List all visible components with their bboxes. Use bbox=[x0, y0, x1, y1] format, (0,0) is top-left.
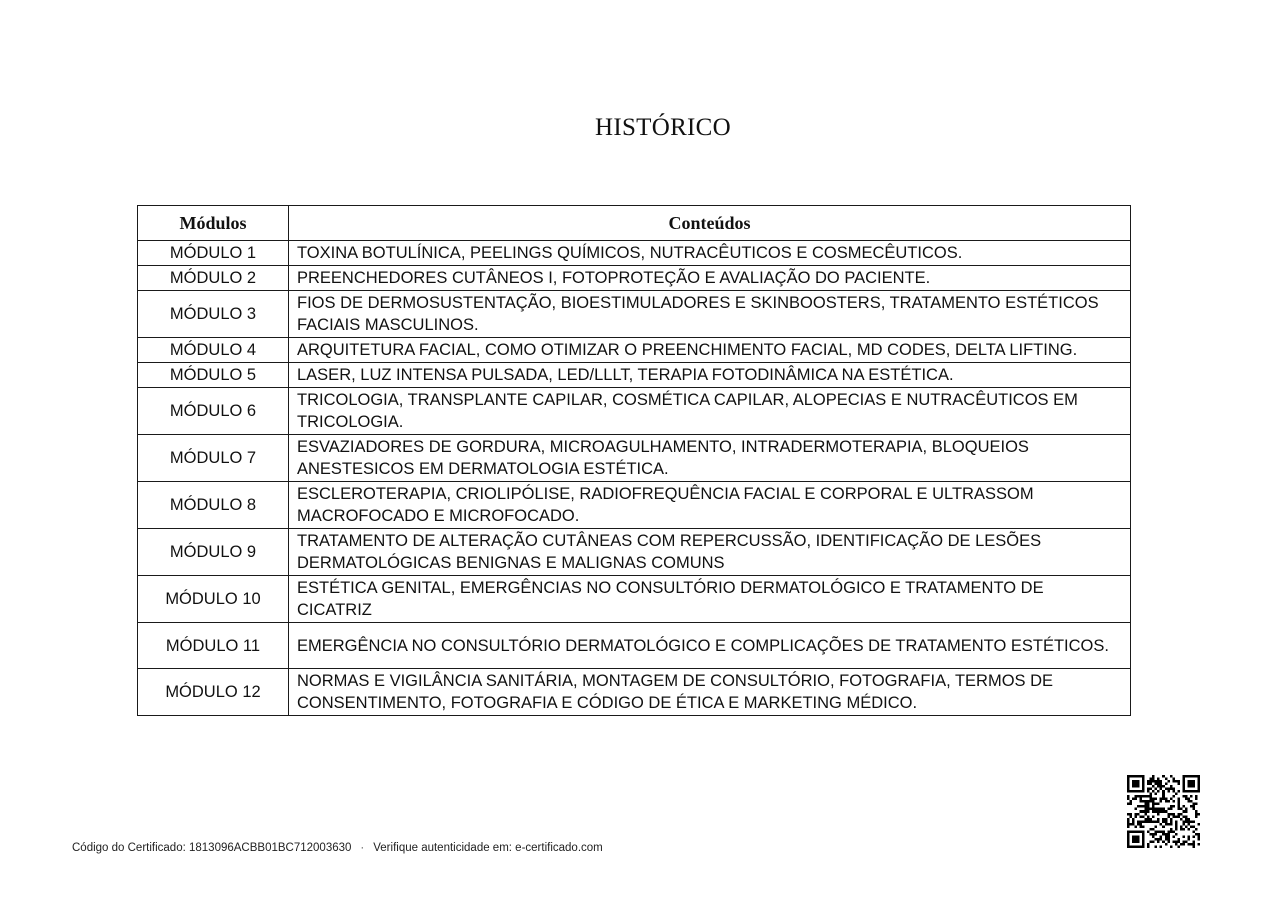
content-cell: TRICOLOGIA, TRANSPLANTE CAPILAR, COSMÉTICA CAPILAR, ALOPECIAS E NUTRACÊUTICOS EM TRICOLOGIA. bbox=[289, 388, 1131, 435]
content-cell: ESVAZIADORES DE GORDURA, MICROAGULHAMENTO, INTRADERMOTERAPIA, BLOQUEIOS ANESTESICOS EM DERMATOLOGIA ESTÉTICA. bbox=[289, 435, 1131, 482]
footer-separator: · bbox=[360, 842, 365, 854]
module-cell: MÓDULO 1 bbox=[138, 241, 289, 266]
module-cell: MÓDULO 5 bbox=[138, 363, 289, 388]
table-header-row bbox=[138, 206, 1131, 241]
table-row bbox=[138, 669, 1131, 716]
content-cell: TOXINA BOTULÍNICA, PEELINGS QUÍMICOS, NUTRACÊUTICOS E COSMECÊUTICOS. bbox=[289, 241, 1131, 266]
module-cell: MÓDULO 7 bbox=[138, 435, 289, 482]
content-cell: FIOS DE DERMOSUSTENTAÇÃO, BIOESTIMULADORES E SKINBOOSTERS, TRATAMENTO ESTÉTICOS FACIAIS MASCULINOS. bbox=[289, 291, 1131, 338]
header-contents: Conteúdos bbox=[289, 206, 1131, 241]
module-cell: MÓDULO 9 bbox=[138, 529, 289, 576]
certificate-code: Código do Certificado: 1813096ACBB01BC712003630 bbox=[72, 842, 352, 854]
module-cell: MÓDULO 4 bbox=[138, 338, 289, 363]
content-cell: NORMAS E VIGILÂNCIA SANITÁRIA, MONTAGEM DE CONSULTÓRIO, FOTOGRAFIA, TERMOS DE CONSENTIMENTO, FOTOGRAFIA E CÓDIGO DE ÉTICA E MARKETING MÉDICO. bbox=[289, 669, 1131, 716]
module-cell: MÓDULO 6 bbox=[138, 388, 289, 435]
table-row bbox=[138, 623, 1131, 669]
content-cell: LASER, LUZ INTENSA PULSADA, LED/LLLT, TERAPIA FOTODINÂMICA NA ESTÉTICA. bbox=[289, 363, 1131, 388]
table-row bbox=[138, 388, 1131, 435]
table-row bbox=[138, 576, 1131, 623]
content-cell: PREENCHEDORES CUTÂNEOS I, FOTOPROTEÇÃO E AVALIAÇÃO DO PACIENTE. bbox=[289, 266, 1131, 291]
table-row bbox=[138, 291, 1131, 338]
table-row bbox=[138, 241, 1131, 266]
table-row bbox=[138, 363, 1131, 388]
table-row bbox=[138, 435, 1131, 482]
page-title: HISTÓRICO bbox=[594, 114, 732, 141]
module-cell: MÓDULO 12 bbox=[138, 669, 289, 716]
table-row bbox=[138, 482, 1131, 529]
content-cell: EMERGÊNCIA NO CONSULTÓRIO DERMATOLÓGICO E COMPLICAÇÕES DE TRATAMENTO ESTÉTICOS. bbox=[289, 623, 1131, 669]
module-cell: MÓDULO 10 bbox=[138, 576, 289, 623]
content-cell: ESTÉTICA GENITAL, EMERGÊNCIAS NO CONSULTÓRIO DERMATOLÓGICO E TRATAMENTO DE CICATRIZ bbox=[289, 576, 1131, 623]
module-cell: MÓDULO 8 bbox=[138, 482, 289, 529]
verify-link[interactable]: Verifique autenticidade em: e-certificado.com bbox=[373, 842, 603, 854]
table-row bbox=[138, 529, 1131, 576]
header-modules: Módulos bbox=[138, 206, 289, 241]
content-cell: ESCLEROTERAPIA, CRIOLIPÓLISE, RADIOFREQUÊNCIA FACIAL E CORPORAL E ULTRASSOM MACROFOCADO E MICROFOCADO. bbox=[289, 482, 1131, 529]
modules-table bbox=[137, 205, 1131, 716]
table-row bbox=[138, 338, 1131, 363]
qr-code-icon bbox=[1127, 775, 1200, 848]
table-row bbox=[138, 266, 1131, 291]
content-cell: TRATAMENTO DE ALTERAÇÃO CUTÂNEAS COM REPERCUSSÃO, IDENTIFICAÇÃO DE LESÕES DERMATOLÓGICAS BENIGNAS E MALIGNAS COMUNS bbox=[289, 529, 1131, 576]
module-cell: MÓDULO 11 bbox=[138, 623, 289, 669]
content-cell: ARQUITETURA FACIAL, COMO OTIMIZAR O PREENCHIMENTO FACIAL, MD CODES, DELTA LIFTING. bbox=[289, 338, 1131, 363]
certificate-footer bbox=[72, 842, 603, 854]
module-cell: MÓDULO 2 bbox=[138, 266, 289, 291]
module-cell: MÓDULO 3 bbox=[138, 291, 289, 338]
